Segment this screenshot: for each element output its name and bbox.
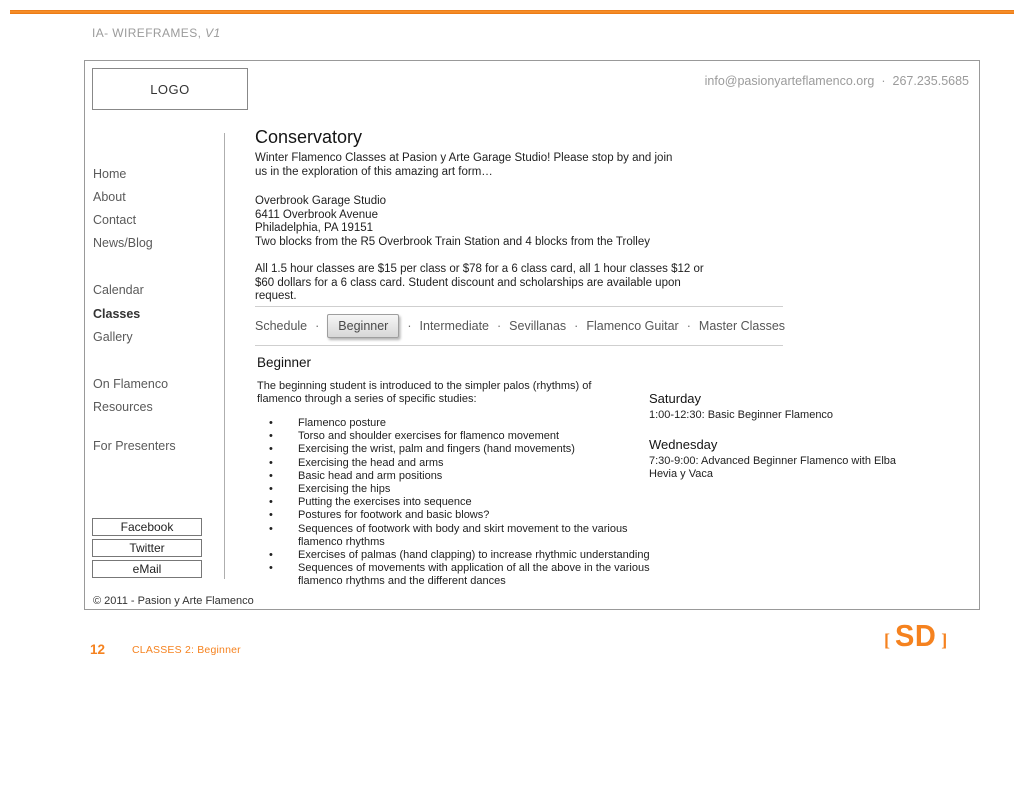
tab-schedule[interactable]: Schedule — [255, 319, 308, 333]
tab-beginner-active[interactable]: Beginner — [327, 314, 399, 338]
bullet-glyph: • — [269, 496, 273, 509]
bullet-glyph: • — [269, 483, 273, 496]
tab-sevillanas[interactable]: Sevillanas — [509, 319, 567, 333]
address-line: Overbrook Garage Studio — [255, 195, 387, 207]
list-item: • Torso and shoulder exercises for flamenco movement — [269, 430, 560, 443]
sidebar-item-for-presenters[interactable]: For Presenters — [93, 439, 176, 453]
list-item: • Exercising the wrist, palm and fingers (hand movements) — [269, 443, 575, 456]
class-schedule — [649, 391, 907, 496]
sidebar-item-resources[interactable]: Resources — [93, 400, 153, 414]
bullet-glyph: • — [269, 562, 273, 575]
list-item: • Flamenco posture — [269, 417, 387, 429]
section-heading: Beginner — [257, 355, 312, 370]
sidebar-item-calendar[interactable]: Calendar — [93, 283, 144, 297]
page-number: 12 — [90, 642, 106, 657]
sidebar-item-on-flamenco[interactable]: On Flamenco — [93, 377, 169, 391]
document-label-text: IA- WIREFRAMES, — [92, 26, 202, 40]
sidebar-item-gallery[interactable]: Gallery — [93, 330, 133, 344]
sidebar-item-home[interactable]: Home — [93, 167, 127, 181]
tabs-divider-top — [255, 306, 783, 307]
tabs-divider-bottom — [255, 345, 783, 346]
bullet-glyph: • — [269, 549, 273, 562]
brand-bracket-left: [ — [884, 630, 890, 650]
facebook-button[interactable]: Facebook — [92, 518, 202, 536]
schedule-entry — [649, 391, 907, 422]
list-item: • Putting the exercises into sequence — [269, 496, 472, 509]
address-line: Philadelphia, PA 19151 — [255, 222, 374, 234]
class-tabs — [255, 311, 795, 341]
sidebar-item-about[interactable]: About — [93, 190, 126, 204]
list-item: • Sequences of footwork with body and skirt movement to the various flamenco rhythms — [269, 522, 628, 548]
wireframe-canvas — [84, 60, 980, 610]
curriculum-list — [269, 417, 655, 589]
bullet-glyph: • — [269, 456, 273, 469]
copyright-notice: © 2011 - Pasion y Arte Flamenco — [93, 595, 254, 607]
list-item: • Exercises of palmas (hand clapping) to increase rhythmic understanding — [269, 549, 650, 562]
tab-separator-dot: · — [497, 319, 502, 333]
list-item: • Sequences of movements with application of all the above in the various flamenco rhythms and the different dances — [269, 562, 650, 588]
pricing-paragraph: All 1.5 hour classes are $15 per class or $78 for a 6 class card, all 1 hour classes $12 or $60 dollars for a 6 class card. Student discount and scholarships are available upon request. — [255, 263, 704, 302]
tab-separator-dot: · — [686, 319, 691, 333]
address-line: Two blocks from the R5 Overbrook Train Station and 4 blocks from the Trolley — [255, 235, 651, 248]
list-item: • Postures for footwork and basic blows? — [269, 509, 490, 522]
logo-placeholder[interactable] — [92, 68, 248, 110]
sidebar-item-news-blog[interactable]: News/Blog — [93, 236, 153, 250]
page-title: Conservatory — [255, 127, 363, 147]
header-contact — [705, 74, 969, 88]
sidebar-item-classes-active[interactable]: Classes — [93, 307, 141, 321]
twitter-button[interactable]: Twitter — [92, 539, 202, 557]
brand-initials: SD — [895, 619, 937, 654]
list-item: • Exercising the head and arms — [269, 456, 444, 469]
schedule-day: Saturday — [649, 391, 702, 406]
tab-flamenco-guitar[interactable]: Flamenco Guitar — [586, 319, 679, 333]
tab-intermediate[interactable]: Intermediate — [419, 319, 489, 333]
schedule-entry — [649, 437, 907, 481]
contact-separator-dot: · — [881, 74, 886, 88]
address-line: 6411 Overbrook Avenue — [255, 208, 378, 221]
tab-master-classes[interactable]: Master Classes — [698, 319, 786, 333]
address-block — [255, 195, 695, 249]
contact-phone: 267.235.5685 — [892, 74, 969, 88]
bullet-glyph: • — [269, 522, 273, 535]
sidebar-item-contact[interactable]: Contact — [93, 213, 137, 227]
sidebar-divider — [224, 133, 225, 579]
schedule-day: Wednesday — [649, 437, 718, 452]
page-footer-label: CLASSES 2: Beginner — [132, 644, 241, 656]
bullet-glyph: • — [269, 417, 273, 429]
document-label — [92, 26, 221, 40]
schedule-detail: 7:30-9:00: Advanced Beginner Flamenco with Elba Hevia y Vaca — [649, 455, 897, 480]
intro-paragraph: Winter Flamenco Classes at Pasion y Arte Garage Studio! Please stop by and join us in the exploration of this amazing art form… — [255, 152, 673, 178]
bullet-glyph: • — [269, 509, 273, 522]
accent-top-bar — [10, 10, 1014, 14]
bullet-glyph: • — [269, 443, 273, 456]
logo-label: LOGO — [150, 81, 190, 97]
brand-bracket-right: ] — [941, 630, 948, 650]
tab-separator-dot: · — [574, 319, 579, 333]
email-button[interactable]: eMail — [92, 560, 202, 578]
tab-separator-dot: · — [407, 319, 412, 333]
section-description: The beginning student is introduced to the simpler palos (rhythms) of flamenco through a series of specific studies: — [257, 380, 592, 405]
document-version: V1 — [205, 26, 221, 40]
bullet-glyph: • — [269, 430, 273, 443]
schedule-detail: 1:00-12:30: Basic Beginner Flamenco — [649, 409, 834, 421]
contact-email-link[interactable]: info@pasionyarteflamenco.org — [704, 74, 875, 88]
bullet-glyph: • — [269, 469, 273, 482]
sd-brand-logo — [884, 619, 948, 654]
list-item: • Basic head and arm positions — [269, 469, 443, 482]
tab-separator-dot: · — [315, 319, 320, 333]
list-item: • Exercising the hips — [269, 483, 391, 496]
